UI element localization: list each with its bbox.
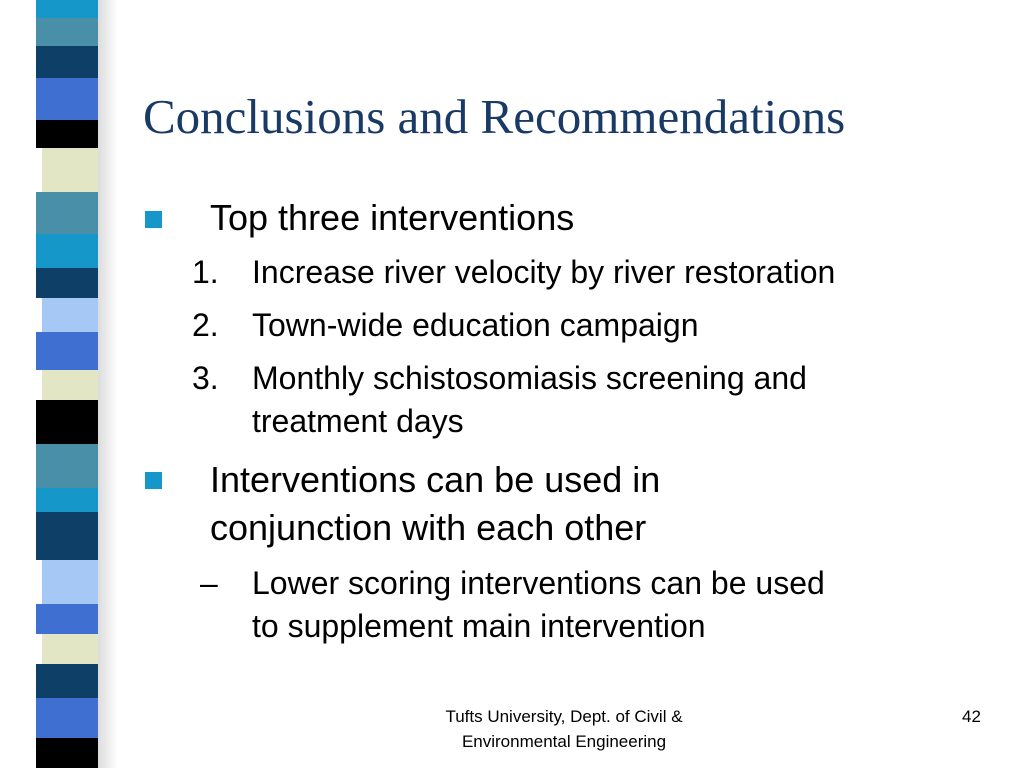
strip-band: [36, 18, 98, 46]
strip-band: [36, 268, 98, 298]
strip-band: [36, 78, 98, 120]
strip-band: [36, 0, 98, 18]
strip-band: [36, 234, 98, 268]
bullet-text: Top three interventions: [210, 197, 575, 238]
strip-band: [36, 512, 98, 560]
strip-band: [42, 560, 98, 604]
page-number: 42: [962, 707, 981, 726]
strip-band: [42, 298, 98, 332]
strip-band: [36, 664, 98, 698]
strip-band: [36, 444, 98, 488]
dash-marker: –: [200, 565, 218, 601]
footer-line: Tufts University, Dept. of Civil &: [445, 707, 683, 726]
bullet-text: Interventions can be used in: [210, 459, 661, 500]
slide-title: Conclusions and Recommendations: [143, 89, 846, 144]
strip-band: [36, 46, 98, 78]
bullet-text-continued: conjunction with each other: [210, 507, 647, 548]
list-item-text: Increase river velocity by river restoration: [252, 254, 836, 290]
list-item-text-continued: treatment days: [252, 403, 464, 439]
strip-band: [42, 148, 98, 192]
sub-item-text: Lower scoring interventions can be used: [252, 565, 825, 601]
bullet-square-icon: [145, 211, 162, 228]
strip-band: [36, 604, 98, 634]
list-number: 1.: [192, 254, 219, 290]
list-item-text: Town-wide education campaign: [252, 307, 699, 343]
strip-band: [42, 634, 98, 664]
strip-band: [36, 120, 98, 148]
strip-band: [36, 698, 98, 738]
sub-item-text-continued: to supplement main intervention: [252, 608, 706, 644]
bullet-square-icon: [145, 472, 162, 489]
strip-band: [36, 332, 98, 370]
strip-band: [42, 370, 98, 400]
strip-band: [36, 400, 98, 444]
list-number: 2.: [192, 307, 219, 343]
strip-band: [36, 488, 98, 512]
slide-footer: [405, 704, 723, 754]
strip-band: [36, 192, 98, 234]
footer-line: Environmental Engineering: [461, 732, 667, 751]
list-item-text: Monthly schistosomiasis screening and: [252, 360, 807, 396]
list-number: 3.: [192, 360, 219, 396]
decorative-strip: [36, 0, 98, 768]
strip-band: [36, 738, 98, 768]
